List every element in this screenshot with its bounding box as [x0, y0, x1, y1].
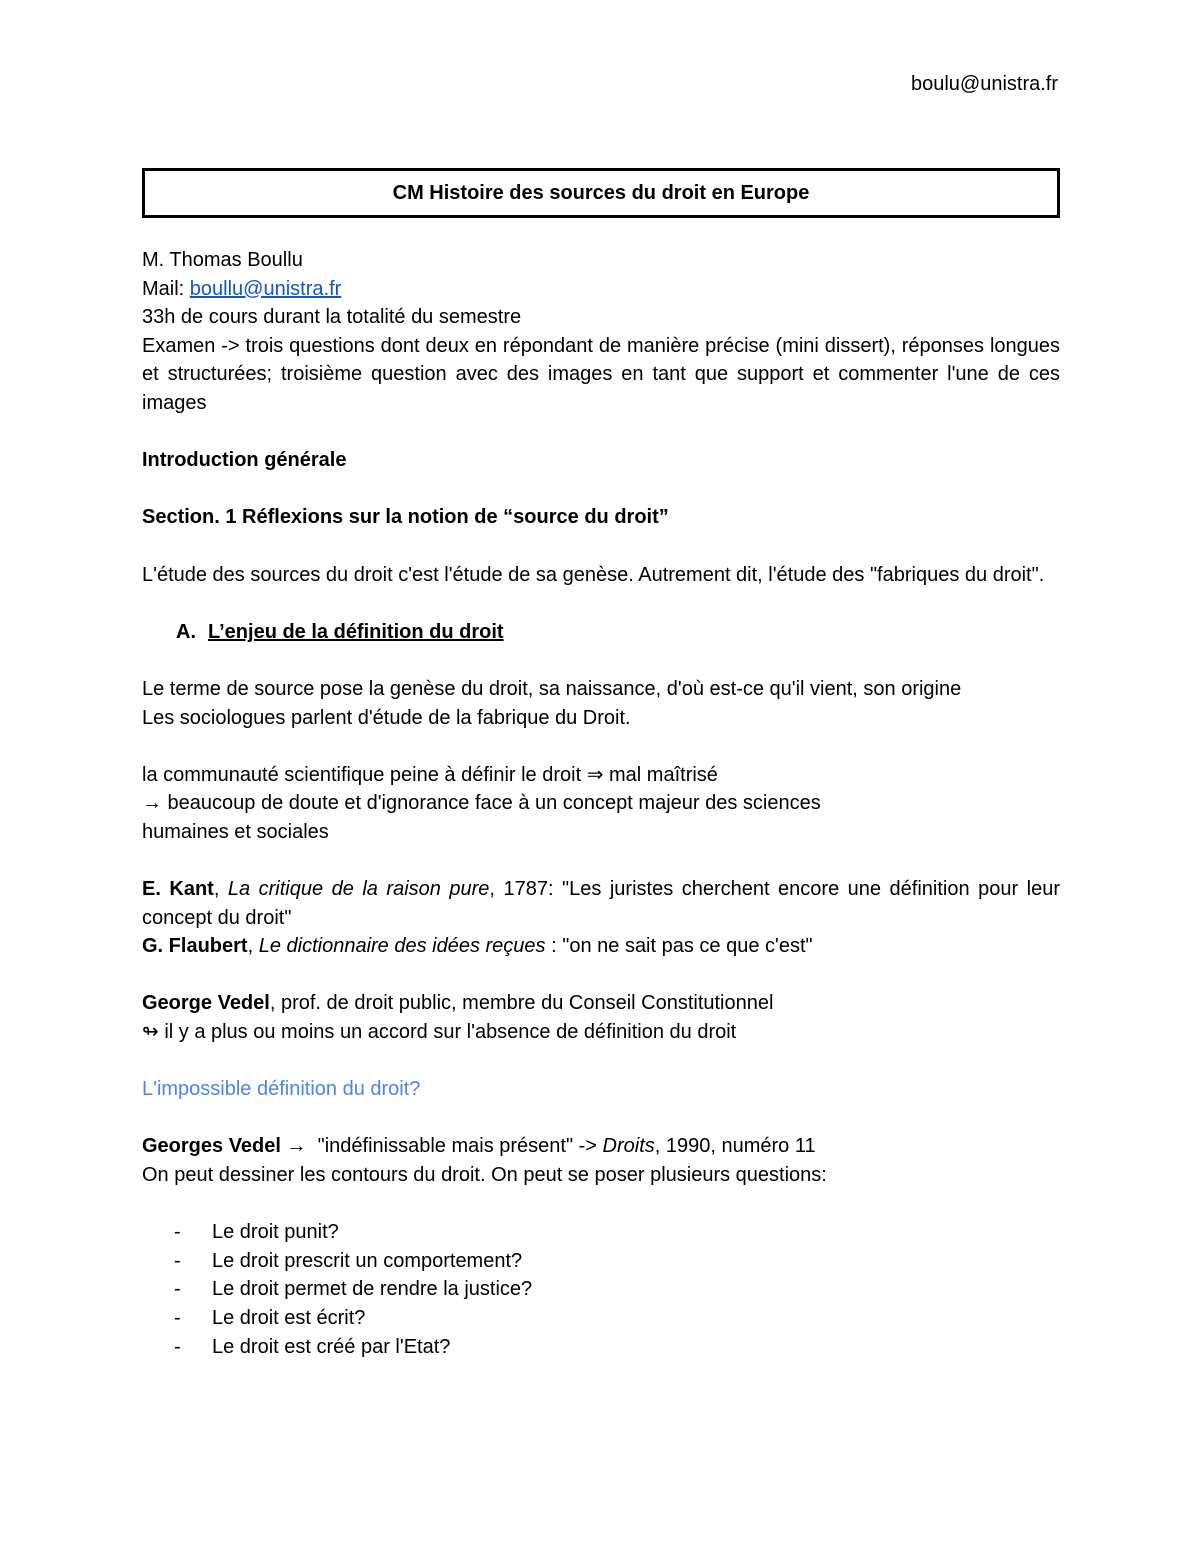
- list-item: [142, 1247, 1060, 1276]
- question-text: Le droit permet de rendre la justice?: [212, 1278, 533, 1301]
- vedel-description: , prof. de droit public, membre du Conseil Constitutionnel: [269, 992, 774, 1015]
- quote-text: , 1787: "Les juristes cherchent encore une définition pour leur concept du droit": [142, 878, 1060, 929]
- paragraph-line: humaines et sociales: [142, 820, 329, 843]
- questions-intro: On peut dessiner les contours du droit. On peut se poser plusieurs questions:: [142, 1164, 827, 1186]
- vedel-remark: ↬ il y a plus ou moins un accord sur l'absence de définition du droit: [142, 1021, 737, 1044]
- document-body: [142, 168, 1060, 1361]
- bullet-dash: -: [174, 1249, 181, 1272]
- list-item: [142, 1275, 1060, 1304]
- quote-author: George Vedel: [142, 992, 270, 1015]
- quote-text: "indéfinissable mais présent" ->: [306, 1135, 603, 1158]
- quote-work: Le dictionnaire des idées reçues: [258, 935, 546, 958]
- bullet-dash: -: [174, 1335, 181, 1358]
- bullet-dash: -: [174, 1278, 181, 1301]
- questions-list: [142, 1218, 1060, 1361]
- paragraph-line: Le terme de source pose la genèse du droit, sa naissance, d'où est-ce qu'il vient, son origine: [142, 677, 962, 700]
- vedel-quote-line: [142, 1132, 1060, 1161]
- quote-work: Droits: [602, 1135, 655, 1158]
- question-text: Le droit prescrit un comportement?: [212, 1249, 523, 1272]
- question-text: Le droit est écrit?: [212, 1306, 366, 1329]
- document-title: CM Histoire des sources du droit en Europe: [142, 168, 1060, 218]
- separator: ,: [247, 935, 259, 958]
- heading-section-1: Section. 1 Réflexions sur la notion de “source du droit”: [142, 506, 669, 529]
- quote-author: Georges Vedel →: [142, 1135, 307, 1158]
- list-item: [142, 1333, 1060, 1362]
- hours-line: 33h de cours durant la totalité du semestre: [142, 306, 522, 329]
- subsection-title: L’enjeu de la définition du droit: [208, 620, 504, 643]
- section-1-paragraph: L'étude des sources du droit c'est l'étude de sa genèse. Autrement dit, l'étude des "fabriques du droit".: [142, 563, 1045, 586]
- quote-kant: [142, 875, 1060, 932]
- quote-author: G. Flaubert: [142, 935, 248, 958]
- separator: ,: [213, 878, 228, 901]
- exam-paragraph: Examen -> trois questions dont deux en répondant de manière précise (mini dissert), réponses longues et structurées; troisième question avec des images en tant que support et commenter l'une de ces images: [142, 334, 1060, 414]
- mail-line: [142, 275, 1060, 304]
- mail-link[interactable]: boullu@unistra.fr: [189, 277, 342, 300]
- subsection-letter: A.: [176, 620, 196, 643]
- quote-flaubert: [142, 932, 1060, 961]
- question-text: Le droit est créé par l'Etat?: [212, 1335, 451, 1358]
- question-text: Le droit punit?: [212, 1221, 339, 1244]
- paragraph-line: la communauté scientifique peine à définir le droit ⇒ mal maîtrisé: [142, 763, 718, 786]
- header-email: boulu@unistra.fr: [910, 73, 1058, 95]
- quote-reference: , 1990, numéro 11: [654, 1135, 816, 1158]
- heading-subsection-a: [142, 618, 1060, 647]
- blue-heading: L'impossible définition du droit?: [142, 1078, 421, 1101]
- vedel-line: [142, 989, 1060, 1018]
- paragraph-line: Les sociologues parlent d'étude de la fabrique du Droit.: [142, 706, 631, 729]
- bullet-dash: -: [174, 1306, 181, 1329]
- quote-author: E. Kant: [142, 878, 214, 901]
- mail-label: Mail:: [142, 277, 190, 300]
- bullet-dash: -: [174, 1221, 181, 1244]
- heading-introduction: Introduction générale: [142, 449, 347, 472]
- list-item: [142, 1218, 1060, 1247]
- paragraph-line: → beaucoup de doute et d'ignorance face à un concept majeur des sciences: [142, 792, 821, 815]
- list-item: [142, 1304, 1060, 1333]
- teacher-name: M. Thomas Boullu: [142, 249, 303, 271]
- quote-text: : "on ne sait pas ce que c'est": [545, 935, 813, 958]
- quote-work: La critique de la raison pure: [227, 878, 490, 901]
